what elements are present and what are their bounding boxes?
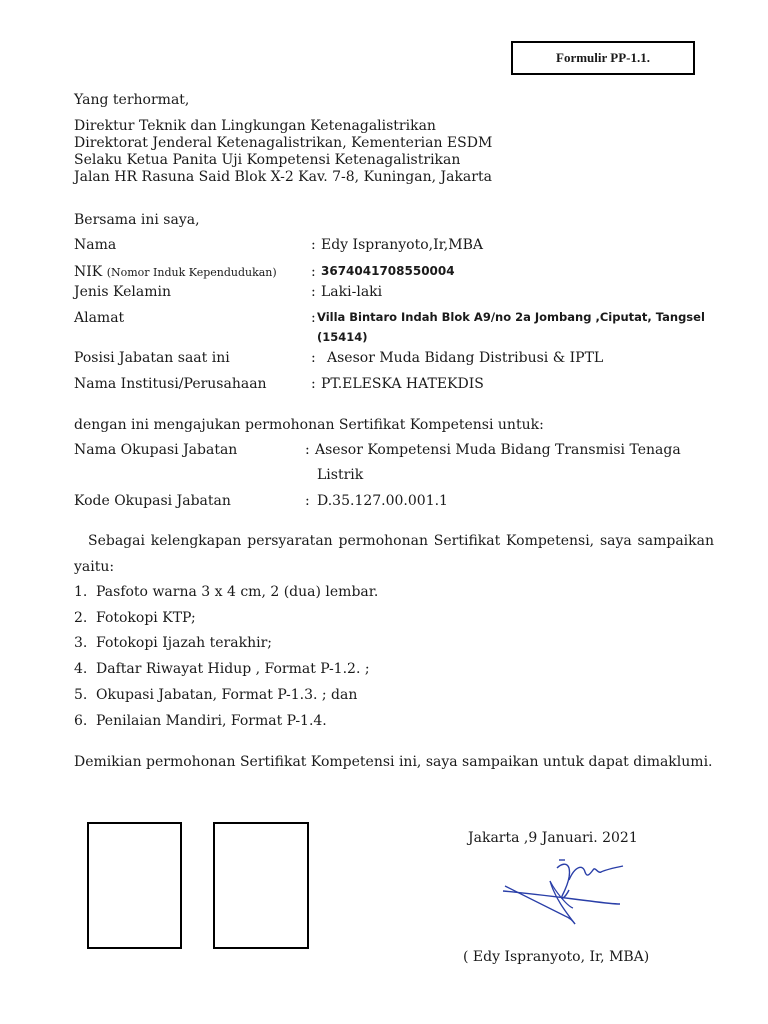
recipient-line-2: Direktorat Jenderal Ketenagalistrikan, Kementerian ESDM <box>74 135 493 151</box>
colon: : <box>311 237 316 253</box>
institusi-value: PT.ELESKA HATEKDIS <box>321 376 484 392</box>
photo-box-2 <box>213 822 309 949</box>
recipient-line-3: Selaku Ketua Panita Uji Kompetensi Ketenagalistrikan <box>74 152 461 168</box>
signature-image <box>495 846 675 946</box>
recipient-line-1: Direktur Teknik dan Lingkungan Ketenagalistrikan <box>74 118 436 134</box>
okupasi-kode-value: D.35.127.00.001.1 <box>317 493 448 509</box>
list-item <box>74 583 378 601</box>
form-code: Formulir PP-1.1. <box>556 50 650 65</box>
list-number: 3. <box>74 635 88 651</box>
nama-label: Nama <box>74 237 117 253</box>
institusi-label: Nama Institusi/Perusahaan <box>74 376 267 392</box>
colon: : <box>311 376 316 392</box>
jenis-kelamin-label: Jenis Kelamin <box>74 284 171 300</box>
signatory-name: ( Edy Ispranyoto, Ir, MBA) <box>463 949 650 965</box>
okupasi-nama-value-2: Listrik <box>317 467 364 483</box>
list-text: Fotokopi Ijazah terakhir; <box>96 635 272 651</box>
colon: : <box>311 350 316 366</box>
list-number: 4. <box>74 661 88 677</box>
nama-value: Edy Ispranyoto,Ir,MBA <box>321 237 483 253</box>
nik-value: 3674041708550004 <box>321 264 455 278</box>
recipient-line-4: Jalan HR Rasuna Said Blok X-2 Kav. 7-8, Kuningan, Jakarta <box>74 169 492 185</box>
list-item <box>74 634 272 652</box>
posisi-value: Asesor Muda Bidang Distribusi & IPTL <box>327 350 604 366</box>
alamat-value-2: (15414) <box>317 330 368 344</box>
okupasi-nama-label: Nama Okupasi Jabatan <box>74 442 238 458</box>
list-text: Daftar Riwayat Hidup , Format P-1.2. ; <box>96 661 370 677</box>
list-item <box>74 660 370 678</box>
salutation: Yang terhormat, <box>74 92 190 108</box>
list-item <box>74 712 327 730</box>
requirements-intro: Sebagai kelengkapan persyaratan permohonan Sertifikat Kompetensi, saya sampaikan yaitu: <box>74 533 714 575</box>
list-number: 1. <box>74 584 88 600</box>
jenis-kelamin-value: Laki-laki <box>321 284 383 300</box>
photo-box-1 <box>87 822 182 949</box>
list-number: 2. <box>74 610 88 626</box>
list-text: Fotokopi KTP; <box>96 610 196 626</box>
list-text: Pasfoto warna 3 x 4 cm, 2 (dua) lembar. <box>96 584 379 600</box>
list-item <box>74 609 196 627</box>
colon: : <box>305 493 310 509</box>
place-date: Jakarta ,9 Januari. 2021 <box>468 830 638 846</box>
list-number: 6. <box>74 713 88 729</box>
alamat-value-1: Villa Bintaro Indah Blok A9/no 2a Jombang ,Ciputat, Tangsel <box>317 310 705 324</box>
colon: : <box>311 310 316 326</box>
list-number: 5. <box>74 687 88 703</box>
list-text: Penilaian Mandiri, Format P-1.4. <box>96 713 327 729</box>
okupasi-nama-value-1: Asesor Kompetensi Muda Bidang Transmisi Tenaga <box>315 442 681 458</box>
posisi-label: Posisi Jabatan saat ini <box>74 350 230 366</box>
closing-paragraph: Demikian permohonan Sertifikat Kompetensi ini, saya sampaikan untuk dapat dimaklumi. <box>74 754 713 770</box>
okupasi-kode-label: Kode Okupasi Jabatan <box>74 493 231 509</box>
intro-text: Bersama ini saya, <box>74 212 200 228</box>
nik-label: NIK <box>74 264 103 280</box>
colon: : <box>311 284 316 300</box>
nik-label-group <box>74 263 277 282</box>
nik-note: (Nomor Induk Kependudukan) <box>106 266 277 279</box>
colon: : <box>311 264 316 280</box>
list-item <box>74 686 357 704</box>
list-text: Okupasi Jabatan, Format P-1.3. ; dan <box>96 687 358 703</box>
colon: : <box>305 442 310 458</box>
request-intro: dengan ini mengajukan permohonan Sertifikat Kompetensi untuk: <box>74 417 544 433</box>
alamat-label: Alamat <box>74 310 125 326</box>
form-code-box <box>511 41 695 75</box>
